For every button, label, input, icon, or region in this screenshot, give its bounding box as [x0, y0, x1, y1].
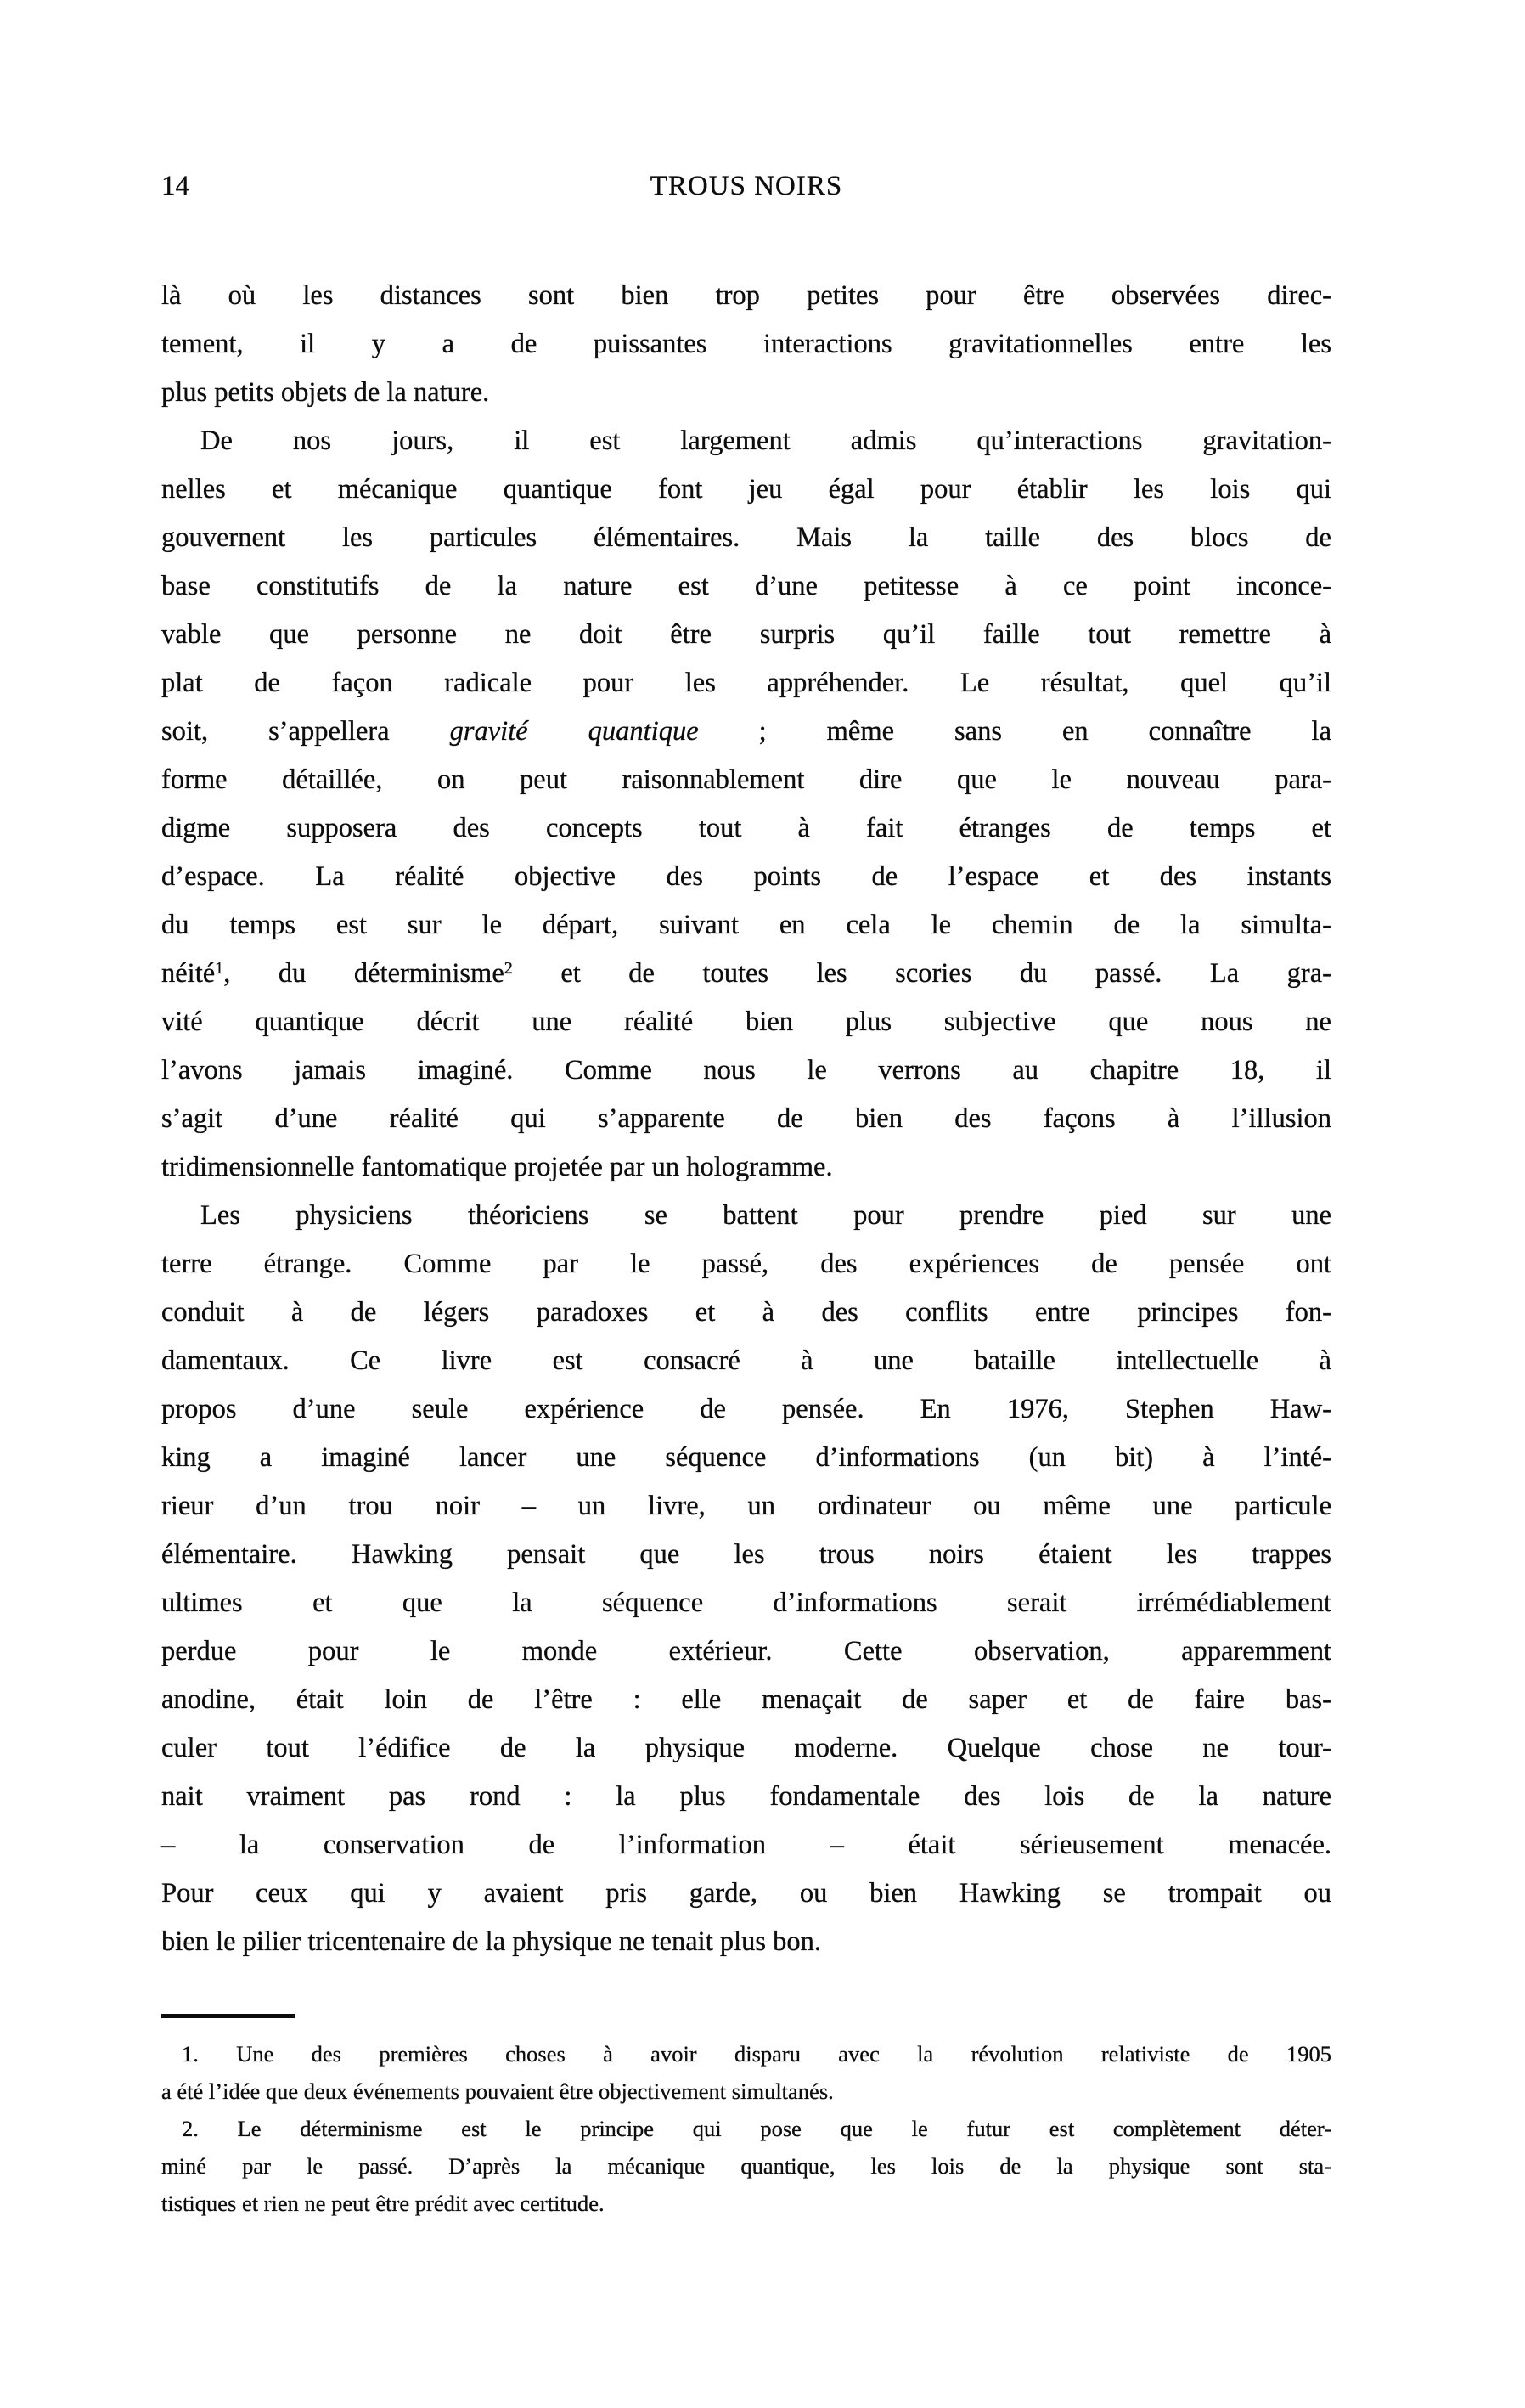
footnote-line: miné par le passé. D’après la mécanique quantique, les lois de la physique sont sta- [161, 2153, 1331, 2179]
italic-text: gravité quantique [449, 716, 699, 747]
text-line: Pour ceux qui y avaient pris garde, ou bien Hawking se trompait ou [161, 1878, 1331, 1909]
footnote-line: tistiques et rien ne peut être prédit avec certitude. [161, 2191, 605, 2216]
text-line: – la conservation de l’information – était sérieusement menacée. [161, 1830, 1331, 1860]
text-line: s’agit d’une réalité qui s’apparente de bien des façons à l’illusion [161, 1103, 1331, 1134]
page-number: 14 [161, 171, 189, 201]
text-line: nelles et mécanique quantique font jeu égal pour établir les lois qui [161, 474, 1331, 505]
body-text [161, 272, 1331, 1966]
text-line: anodine, était loin de l’être : elle menaçait de saper et de faire bas- [161, 1684, 1331, 1715]
text-line: perdue pour le monde extérieur. Cette observation, apparemment [161, 1636, 1331, 1666]
text-line: king a imaginé lancer une séquence d’informations (un bit) à l’inté- [161, 1442, 1331, 1473]
text-line: plat de façon radicale pour les appréhender. Le résultat, quel qu’il [161, 668, 1331, 698]
text-line: tement, il y a de puissantes interactions gravitationnelles entre les [161, 329, 1331, 359]
text-line: digme supposera des concepts tout à fait étranges de temps et [161, 813, 1331, 843]
text-line: tridimensionnelle fantomatique projetée par un hologramme. [161, 1152, 833, 1182]
text-line: propos d’une seule expérience de pensée. En 1976, Stephen Haw- [161, 1394, 1331, 1424]
footnote-reference: 1 [215, 958, 224, 978]
text-line: bien le pilier tricentenaire de la physique ne tenait plus bon. [161, 1926, 822, 1957]
text-line: l’avons jamais imaginé. Comme nous le verrons au chapitre 18, il [161, 1055, 1331, 1086]
text-line: terre étrange. Comme par le passé, des expériences de pensée ont [161, 1249, 1331, 1279]
footnote-line: a été l’idée que deux événements pouvaient être objectivement simultanés. [161, 2078, 834, 2104]
text-line: plus petits objets de la nature. [161, 377, 490, 408]
page-header [161, 170, 1331, 204]
text-line: culer tout l’édifice de la physique moderne. Quelque chose ne tour- [161, 1733, 1331, 1763]
text-line: ultimes et que la séquence d’informations serait irrémédiablement [161, 1587, 1331, 1618]
text-line: conduit à de légers paradoxes et à des conflits entre principes fon- [161, 1297, 1331, 1328]
text-line: néité$^1$, du déterminisme$^2$ et de toutes les scories du passé. La gra- [161, 958, 1331, 989]
footnote-reference: 2 [504, 958, 513, 978]
text-line: gouvernent les particules élémentaires. Mais la taille des blocs de [161, 522, 1331, 553]
running-title: TROUS NOIRS [650, 171, 843, 201]
footnote-line: 2. Le déterminisme est le principe qui pose que le futur est complètement déter- [182, 2116, 1331, 2141]
text-line: du temps est sur le départ, suivant en cela le chemin de la simulta- [161, 910, 1331, 940]
text-line: base constitutifs de la nature est d’une petitesse à ce point inconce- [161, 571, 1331, 601]
footnotes [161, 2035, 1331, 2222]
text-line: rieur d’un trou noir – un livre, un ordinateur ou même une particule [161, 1491, 1331, 1521]
text-line: nait vraiment pas rond : la plus fondamentale des lois de la nature [161, 1781, 1331, 1812]
text-line: vable que personne ne doit être surpris qu’il faille tout remettre à [161, 619, 1331, 650]
footnote-line: 1. Une des premières choses à avoir disparu avec la révolution relativiste de 1905 [182, 2041, 1331, 2067]
text-line: soit, s’appellera gravité quantique ; même sans en connaître la [161, 716, 1331, 747]
footnote-separator [161, 2014, 295, 2018]
text-line: vité quantique décrit une réalité bien plus subjective que nous ne [161, 1007, 1331, 1037]
text-line: De nos jours, il est largement admis qu’interactions gravitation- [200, 426, 1331, 456]
text-line: là où les distances sont bien trop petites pour être observées direc- [161, 280, 1331, 311]
text-line: forme détaillée, on peut raisonnablement dire que le nouveau para- [161, 764, 1331, 795]
text-line: élémentaire. Hawking pensait que les trous noirs étaient les trappes [161, 1539, 1331, 1570]
text-line: d’espace. La réalité objective des points de l’espace et des instants [161, 861, 1331, 892]
text-line: damentaux. Ce livre est consacré à une bataille intellectuelle à [161, 1345, 1331, 1376]
text-line: Les physiciens théoriciens se battent pour prendre pied sur une [200, 1200, 1331, 1231]
